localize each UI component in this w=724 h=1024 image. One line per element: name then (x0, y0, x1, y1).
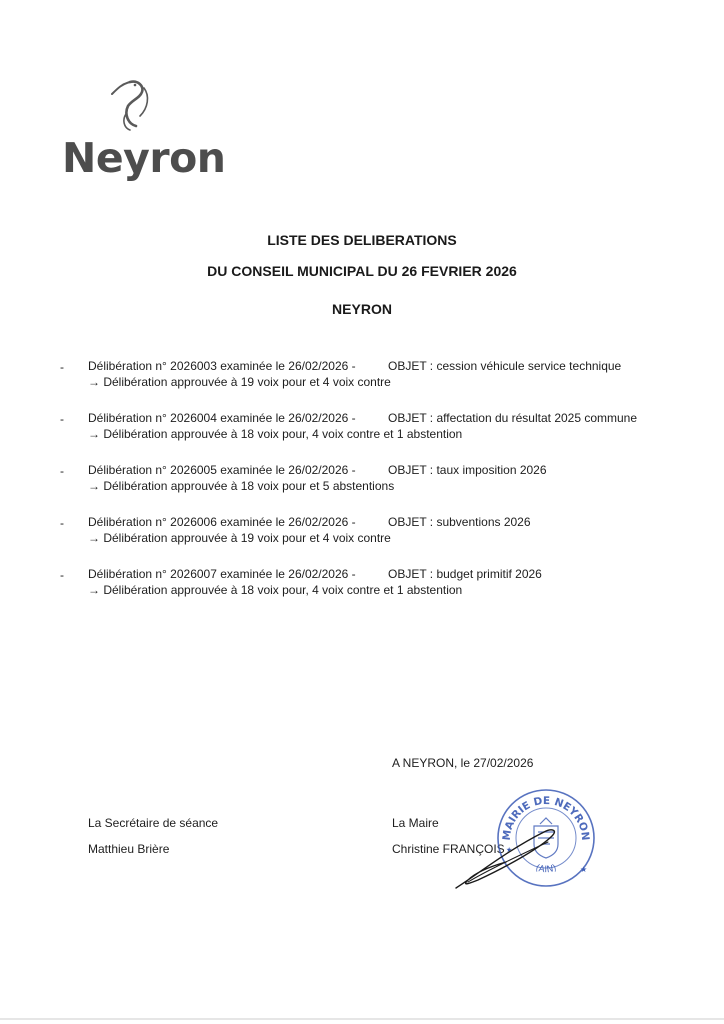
list-bullet: - (60, 516, 64, 530)
deliberation-header: Délibération n° 2026003 examinée le 26/02/2026 - (88, 359, 356, 373)
deliberation-result: → Délibération approuvée à 19 voix pour et 4 voix contre (88, 375, 391, 389)
scan-edge-line (0, 1018, 724, 1020)
deliberation-result: → Délibération approuvée à 19 voix pour et 4 voix contre (88, 531, 391, 545)
deliberation-header: Délibération n° 2026004 examinée le 26/02/2026 - (88, 411, 356, 425)
star-icon: ★ (580, 865, 588, 874)
title-line-3: NEYRON (332, 301, 392, 317)
place-date-line: A NEYRON, le 27/02/2026 (392, 756, 534, 770)
list-bullet: - (60, 464, 64, 478)
deliberation-result: → Délibération approuvée à 18 voix pour, 4 voix contre et 1 abstention (88, 427, 463, 441)
mayor-name: Christine FRANÇOIS (392, 842, 505, 856)
secretary-name: Matthieu Brière (88, 842, 170, 856)
title-line-2: DU CONSEIL MUNICIPAL DU 26 FEVRIER 2026 (207, 263, 517, 279)
deliberation-result: → Délibération approuvée à 18 voix pour et 5 abstentions (88, 479, 395, 493)
title-line-1: LISTE DES DELIBERATIONS (267, 232, 457, 248)
stamp-top-text: MAIRIE DE NEYRON (500, 794, 592, 842)
neyron-logo (60, 78, 226, 182)
star-icon: ★ (506, 847, 513, 854)
list-bullet: - (60, 360, 64, 374)
deliberation-result: → Délibération approuvée à 18 voix pour, 4 voix contre et 1 abstention (88, 583, 463, 597)
deliberation-header: Délibération n° 2026006 examinée le 26/02/2026 - (88, 515, 356, 529)
deliberation-objet: OBJET : budget primitif 2026 (388, 567, 542, 581)
deliberation-objet: OBJET : taux imposition 2026 (388, 463, 547, 477)
deliberation-objet: OBJET : subventions 2026 (388, 515, 531, 529)
list-bullet: - (60, 568, 64, 582)
deliberation-header: Délibération n° 2026007 examinée le 26/02/2026 - (88, 567, 356, 581)
mayor-role: La Maire (392, 816, 439, 830)
logo-wordmark: Neyron (62, 134, 226, 182)
list-bullet: - (60, 412, 64, 426)
deliberation-header: Délibération n° 2026005 examinée le 26/02/2026 - (88, 463, 356, 477)
mayor-signature (448, 822, 568, 896)
deliberation-objet: OBJET : cession véhicule service technique (388, 359, 622, 373)
heron-bird-icon (108, 78, 168, 138)
stamp-bottom-text: (AIN) (533, 863, 559, 876)
secretary-role: La Secrétaire de séance (88, 816, 219, 830)
deliberation-objet: OBJET : affectation du résultat 2025 commune (388, 411, 638, 425)
